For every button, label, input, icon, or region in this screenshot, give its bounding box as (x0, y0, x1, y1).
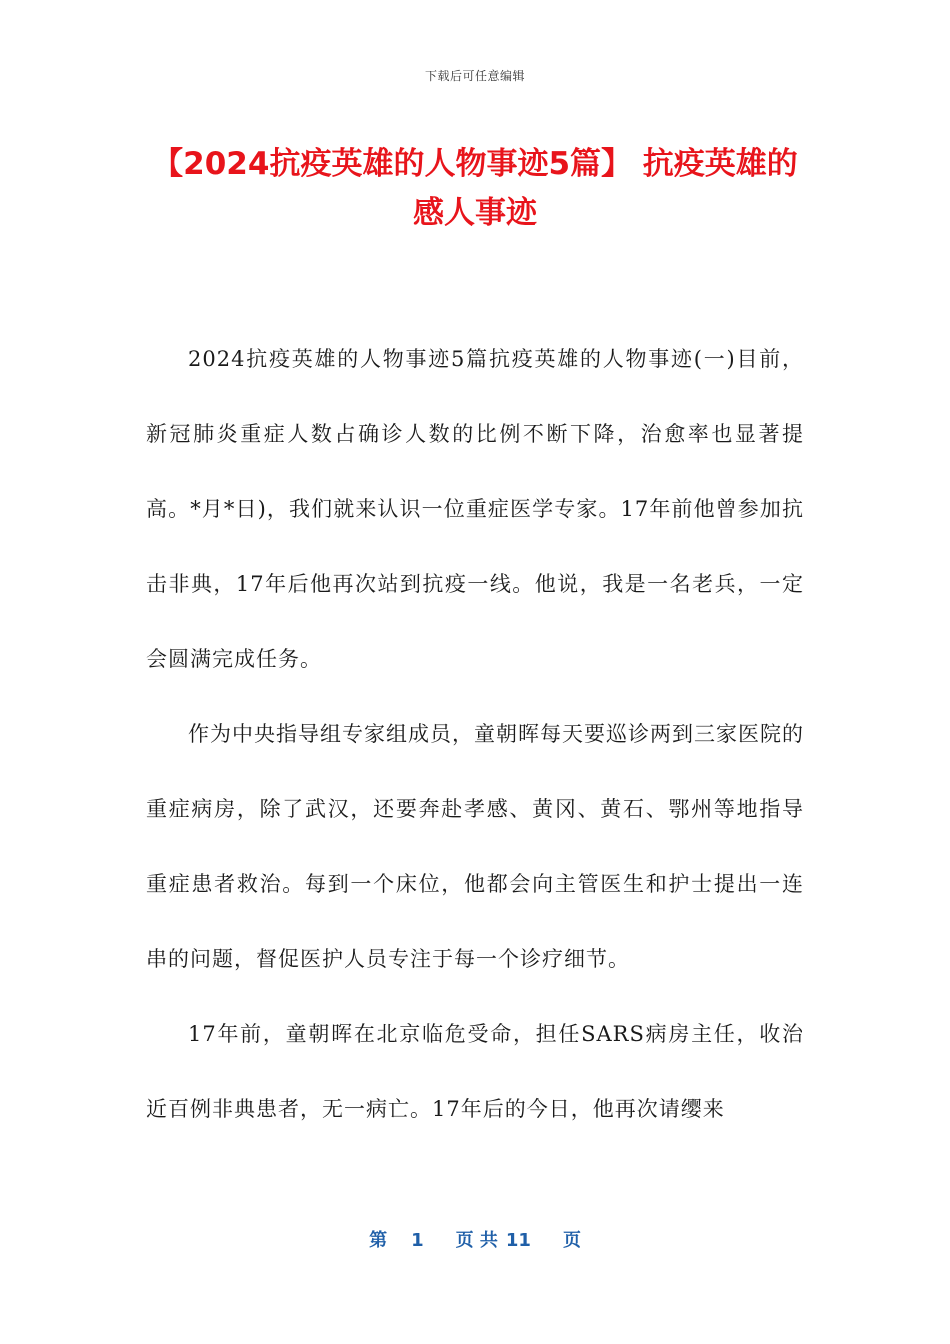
paragraph: 17年前，童朝晖在北京临危受命，担任SARS病房主任，收治近百例非典患者，无一病亡。17年后的今日，他再次请缨来 (146, 1022, 804, 1121)
paragraph: 2024抗疫英雄的人物事迹5篇抗疫英雄的人物事迹(一)目前，新冠肺炎重症人数占确诊人数的比例不断下降，治愈率也显著提高。*月*日)，我们就来认识一位重症医学专家。17年前他曾参加抗击非典，17年后他再次站到抗疫一线。他说，我是一名老兵，一定会圆满完成任务。 (146, 347, 804, 671)
page-footer (0, 1226, 950, 1252)
page-number: 1 (411, 1230, 424, 1251)
page-suffix: 页 (562, 1230, 581, 1251)
document-body (146, 322, 804, 1147)
document-title: 【2024抗疫英雄的人物事迹5篇】 抗疫英雄的感人事迹 (152, 146, 798, 231)
page-prefix: 第 (369, 1230, 388, 1251)
page-mid: 页 共 (455, 1230, 498, 1251)
paragraph: 作为中央指导组专家组成员，童朝晖每天要巡诊两到三家医院的重症病房，除了武汉，还要奔赴孝感、黄冈、黄石、鄂州等地指导重症患者救治。每到一个床位，他都会向主管医生和护士提出一连串的问题，督促医护人员专注于每一个诊疗细节。 (146, 722, 804, 971)
total-pages: 11 (505, 1230, 531, 1251)
header-note: 下载后可任意编辑 (424, 69, 525, 83)
